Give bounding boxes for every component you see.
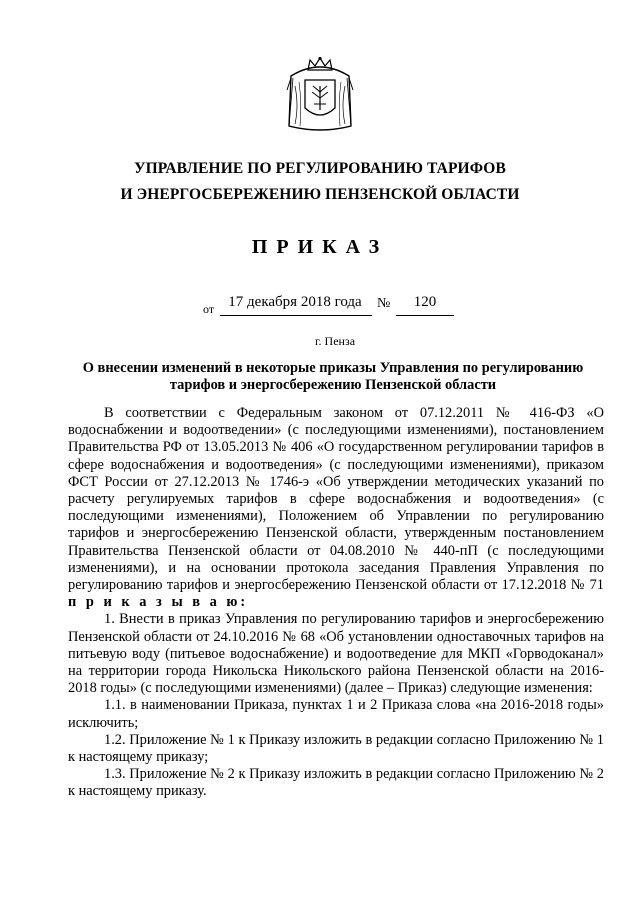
document-body [68, 405, 604, 801]
document-number: 120 [413, 294, 437, 310]
date-number-line [0, 292, 640, 322]
document-date: 17 декабря 2018 года [228, 294, 362, 310]
number-sign: № [377, 296, 391, 311]
date-prefix: от [203, 302, 215, 316]
preamble-text: В соответствии с Федеральным законом от 07.12.2011 № 416-ФЗ «О водоснабжении и водоотведении» (с последующими изменениями), постановлением Правительства РФ от 13.05.2013 № 406 «О государственном регулировании тарифов в сфере водоснабжения и водоотведения» (с последующими изменениями), приказом ФСТ России от 27.12.2013 № 1746-э «Об утверждении методических указаний по расчету регулируемых тарифов в сфере водоснабжения и водоотведения» (с последующими изменениями), Положением об Управлении по регулированию тарифов и энергосбережению Пензенской области, утвержденным постановлением Правительства Пензенской области от 04.08.2010 № 440-пП (с последующими изменениями), и на основании протокола заседания Правления Управления по регулированию тарифов и энергосбережению Пензенской области от 17.12.2018 № 71 [68, 405, 604, 594]
paragraph-item-1-3: 1.3. Приложение № 2 к Приказу изложить в редакции согласно Приложению № 2 к настоящему приказу. [68, 766, 604, 800]
document-subject: О внесении изменений в некоторые приказы Управления по регулированию тарифов и энергосбережению Пензенской области [82, 360, 584, 393]
document-title: ПРИКАЗ [251, 236, 389, 258]
agency-name-line2: И ЭНЕРГОСБЕРЕЖЕНИЮ ПЕНЗЕНСКОЙ ОБЛАСТИ [120, 186, 520, 203]
order-word: п р и к а з ы в а ю: [68, 594, 249, 611]
coat-of-arms-icon [283, 56, 357, 134]
agency-name-line1: УПРАВЛЕНИЕ ПО РЕГУЛИРОВАНИЮ ТАРИФОВ [134, 160, 506, 177]
date-underline [220, 315, 372, 316]
number-underline [396, 315, 454, 316]
paragraph-item-1: 1. Внести в приказ Управления по регулированию тарифов и энергосбережению Пензенской области от 24.10.2016 № 68 «Об установлении одноставочных тарифов на питьевую воду (питьевое водоснабжение) и водоотведение для МКП «Горводоканал» на территории города Никольска Никольского района Пензенской области на 2016-2018 годы» (с последующими изменениями) (далее – Приказ) следующие изменения: [68, 611, 604, 697]
paragraph-item-1-1: 1.1. в наименовании Приказа, пунктах 1 и 2 Приказа слова «на 2016-2018 годы» исключить; [68, 697, 604, 731]
paragraph-preamble [68, 405, 604, 611]
paragraph-item-1-2: 1.2. Приложение № 1 к Приказу изложить в редакции согласно Приложению № 1 к настоящему приказу; [68, 731, 604, 766]
city: г. Пенза [314, 334, 356, 348]
